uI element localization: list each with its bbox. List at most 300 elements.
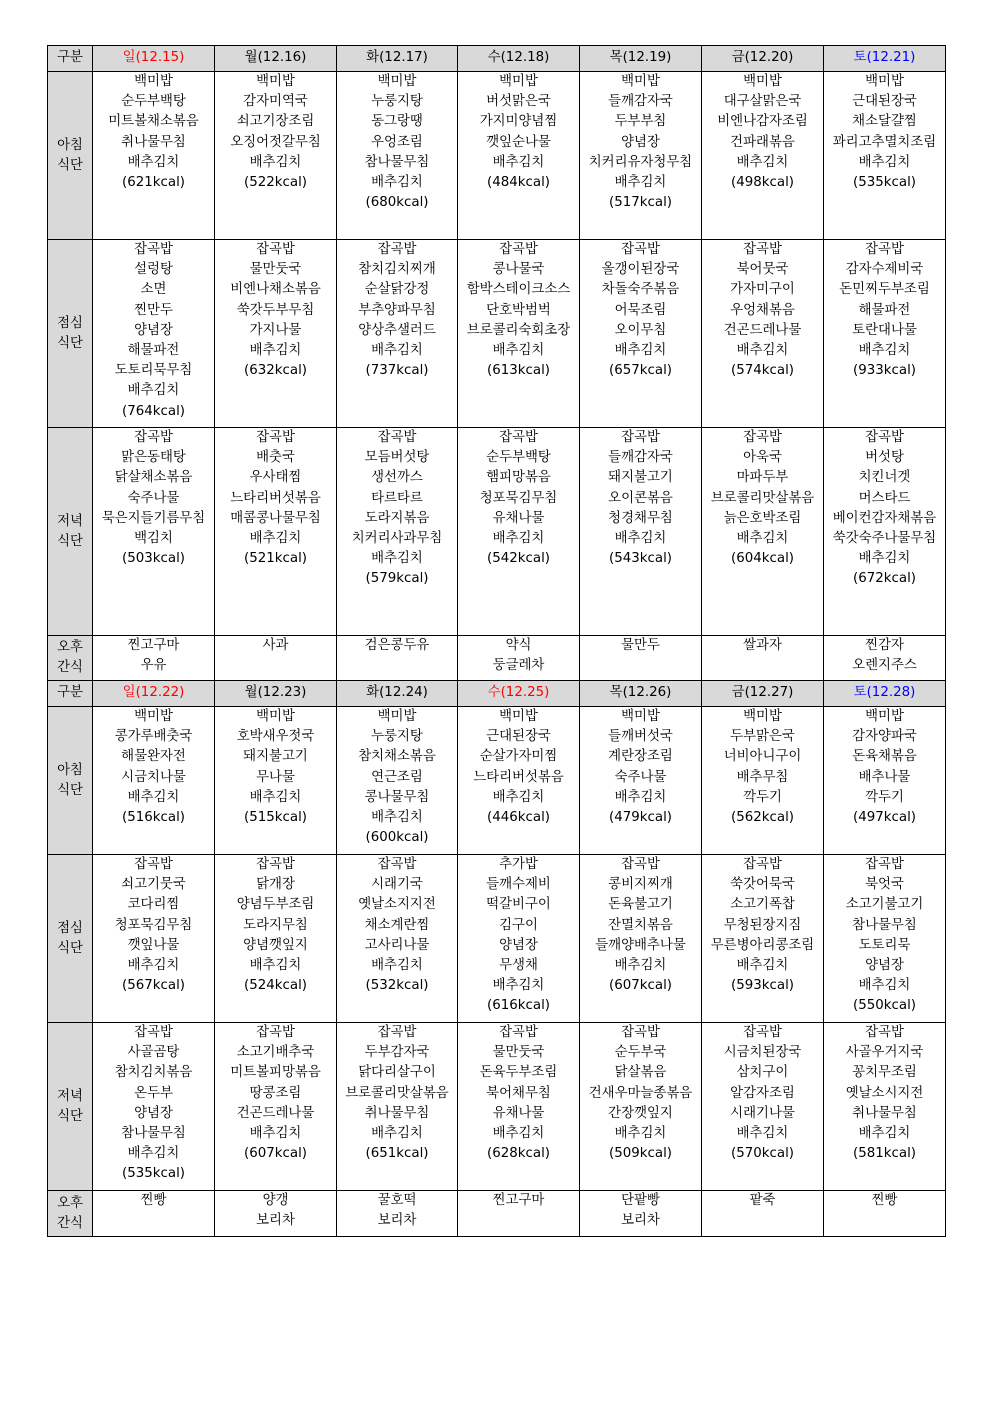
menu-item: 두부맑은국 <box>730 729 795 745</box>
menu-item: 소고기불고기 <box>845 897 924 913</box>
menu-item: 두부감자국 <box>364 1045 430 1061</box>
menu-item: 배추김치 <box>492 789 545 805</box>
menu-item: 배추김치 <box>249 343 302 359</box>
menu-item: 백미밥 <box>621 74 660 89</box>
menu-item: 배추김치 <box>858 551 911 567</box>
menu-item: 가지미양념찜 <box>479 114 558 130</box>
menu-item: 비엔나채소볶음 <box>230 282 321 298</box>
menu-cell <box>580 636 702 681</box>
menu-cell <box>458 428 580 636</box>
menu-item: 북엇국 <box>865 877 904 893</box>
menu-item: 백미밥 <box>865 709 904 724</box>
menu-cell <box>580 1191 702 1237</box>
menu-cell <box>824 72 946 240</box>
menu-cell <box>702 1191 824 1237</box>
menu-item: 양갱 <box>262 1193 289 1208</box>
menu-item: (579kcal) <box>365 571 429 587</box>
menu-item: 백미밥 <box>377 74 417 89</box>
menu-item: (498kcal) <box>730 175 795 191</box>
menu-item: 보리차 <box>256 1213 295 1229</box>
menu-item: 순살닭강정 <box>364 282 430 298</box>
menu-item: 가자미구이 <box>730 282 795 298</box>
menu-cell <box>458 707 580 855</box>
menu-cell <box>458 855 580 1023</box>
menu-cell <box>458 1191 580 1237</box>
menu-item: 배춧국 <box>256 450 295 466</box>
menu-item: 배추김치 <box>371 175 423 191</box>
menu-item: 잡곡밥 <box>377 430 417 445</box>
menu-item: 부추양파무침 <box>358 302 436 318</box>
menu-cell <box>93 1023 215 1191</box>
menu-item: (542kcal) <box>486 551 551 567</box>
menu-item: (532kcal) <box>365 978 429 994</box>
menu-cell <box>215 636 337 681</box>
menu-item: (933kcal) <box>852 363 917 379</box>
menu-item: 양상추샐러드 <box>358 322 436 338</box>
menu-item: 양념장 <box>134 322 173 338</box>
menu-item: 물만둣국 <box>492 1045 545 1061</box>
menu-item: 잡곡밥 <box>134 1025 173 1040</box>
menu-item: (680kcal) <box>365 195 429 211</box>
menu-item: (515kcal) <box>243 810 308 826</box>
menu-item: (613kcal) <box>486 363 551 379</box>
menu-item: 배추무침 <box>736 769 789 785</box>
menu-item: 잡곡밥 <box>377 242 417 257</box>
menu-item: 오징어젓갈무침 <box>230 134 321 150</box>
menu-item: 맑은동태탕 <box>121 450 186 466</box>
menu-item: 숙주나물 <box>127 490 180 506</box>
menu-item: 취나물무침 <box>852 1105 917 1121</box>
menu-item: 잡곡밥 <box>621 857 660 872</box>
day-header: 화(12.24) <box>337 681 458 707</box>
menu-cell <box>337 1023 458 1191</box>
menu-item: 참나물무침 <box>364 154 430 170</box>
menu-item: 꿀호떡 <box>377 1193 417 1208</box>
menu-item: 해물파전 <box>127 343 180 359</box>
menu-item: 사골우거지국 <box>845 1045 924 1061</box>
menu-item: 잡곡밥 <box>499 430 538 445</box>
menu-item: 채소달걀찜 <box>852 114 917 130</box>
menu-cell <box>824 428 946 636</box>
menu-item: 소면 <box>140 282 167 298</box>
menu-cell <box>824 855 946 1023</box>
menu-item: 참치김치찌개 <box>358 262 436 278</box>
menu-item: 순살가자미찜 <box>479 749 558 765</box>
menu-cell <box>215 707 337 855</box>
menu-item: 감자수제비국 <box>845 262 924 278</box>
day-header: 일(12.22) <box>93 681 215 707</box>
menu-item: 꽈리고추멸치조림 <box>832 134 937 150</box>
day-header: 화(12.17) <box>337 46 458 72</box>
menu-cell <box>337 428 458 636</box>
menu-item: (574kcal) <box>730 363 795 379</box>
menu-item: (479kcal) <box>608 810 673 826</box>
menu-item: 백미밥 <box>499 74 538 89</box>
menu-cell <box>458 72 580 240</box>
menu-item: (651kcal) <box>365 1146 429 1162</box>
menu-cell <box>824 707 946 855</box>
menu-item: 닭개장 <box>256 877 295 893</box>
menu-cell <box>824 636 946 681</box>
menu-item: 배추김치 <box>249 1126 302 1142</box>
menu-item: 돈육두부조림 <box>479 1065 558 1081</box>
menu-item: 잡곡밥 <box>865 430 904 445</box>
menu-item: 누룽지탕 <box>371 729 423 745</box>
meal-row <box>48 72 946 240</box>
menu-item: 들깨양배추나물 <box>595 937 686 953</box>
menu-item: 머스타드 <box>858 490 911 506</box>
menu-item: 온두부 <box>134 1085 173 1101</box>
menu-item: 백미밥 <box>621 709 660 724</box>
menu-item: 찐감자 <box>865 638 904 653</box>
menu-item: 백미밥 <box>134 709 173 724</box>
menu-item: 들깨수제비 <box>486 877 551 893</box>
menu-item: 배추김치 <box>614 343 667 359</box>
menu-cell <box>824 240 946 428</box>
menu-item: 백미밥 <box>256 74 295 89</box>
menu-cell <box>337 72 458 240</box>
menu-item: 팥죽 <box>749 1193 776 1208</box>
menu-item: 소고기폭찹 <box>730 897 795 913</box>
menu-item: 백미밥 <box>134 74 173 89</box>
menu-cell <box>337 707 458 855</box>
menu-item: 북어채무침 <box>486 1085 551 1101</box>
menu-item: 찐만두 <box>134 302 173 318</box>
menu-item: (509kcal) <box>608 1146 673 1162</box>
menu-item: 알감자조림 <box>730 1085 795 1101</box>
menu-item: 물만두 <box>621 638 660 653</box>
menu-item: 잡곡밥 <box>621 430 660 445</box>
menu-item: 순두부백탕 <box>121 94 186 110</box>
menu-item: 백미밥 <box>499 709 538 724</box>
menu-cell <box>458 240 580 428</box>
menu-item: 참나물무침 <box>121 1126 186 1142</box>
menu-item: 시금치된장국 <box>723 1045 802 1061</box>
meal-row <box>48 1191 946 1237</box>
menu-item: 배추김치 <box>736 1126 789 1142</box>
menu-item: (524kcal) <box>243 978 308 994</box>
meal-plan-table <box>47 45 946 1237</box>
menu-cell <box>702 636 824 681</box>
menu-item: 배추나물 <box>858 769 911 785</box>
menu-item: 배추김치 <box>858 978 911 994</box>
menu-item: 돈육채볶음 <box>852 749 917 765</box>
menu-item: 배추김치 <box>614 175 667 191</box>
menu-item: 검은콩두유 <box>364 638 430 653</box>
menu-item: 해물파전 <box>858 302 911 318</box>
menu-item: 묵은지들기름무침 <box>101 510 206 526</box>
menu-item: 시금치나물 <box>121 769 186 785</box>
menu-item: 배추김치 <box>371 958 423 974</box>
menu-cell <box>824 1023 946 1191</box>
menu-item: (521kcal) <box>243 551 308 567</box>
menu-item: (543kcal) <box>608 551 673 567</box>
menu-item: 돼지불고기 <box>608 470 673 486</box>
meal-row <box>48 707 946 855</box>
menu-item: 치커리유자청무침 <box>588 154 693 170</box>
menu-item: 배추김치 <box>858 154 911 170</box>
menu-item: (600kcal) <box>365 830 429 846</box>
menu-item: 배추김치 <box>371 1126 423 1142</box>
menu-cell <box>458 636 580 681</box>
menu-item: 배추김치 <box>858 343 911 359</box>
menu-item: 무나물 <box>256 769 295 785</box>
menu-item: 연근조림 <box>371 769 423 785</box>
menu-item: (628kcal) <box>486 1146 551 1162</box>
menu-item: 토란대나물 <box>852 322 917 338</box>
menu-item: (522kcal) <box>243 175 308 191</box>
menu-cell <box>337 636 458 681</box>
menu-item: 닭다리살구이 <box>358 1065 436 1081</box>
menu-item: 브로콜리맛살볶음 <box>710 490 815 506</box>
menu-item: 찐빵 <box>140 1193 167 1208</box>
menu-item: 근대된장국 <box>486 729 551 745</box>
menu-item: 단호박범벅 <box>486 302 551 318</box>
menu-item: (607kcal) <box>608 978 673 994</box>
menu-cell <box>702 707 824 855</box>
menu-item: 약식 <box>505 638 532 653</box>
menu-item: 잡곡밥 <box>377 857 417 872</box>
menu-item: 배추김치 <box>614 789 667 805</box>
menu-item: 우엉채볶음 <box>730 302 795 318</box>
menu-item: 잡곡밥 <box>743 430 782 445</box>
menu-item: 콩가루배춧국 <box>114 729 193 745</box>
menu-item: 타르타르 <box>371 490 423 506</box>
menu-item: 배추김치 <box>127 958 180 974</box>
menu-cell <box>215 855 337 1023</box>
menu-item: 보리차 <box>621 1213 660 1229</box>
day-header: 토(12.21) <box>824 46 946 72</box>
menu-item: 잔멸치볶음 <box>608 917 673 933</box>
menu-item: (632kcal) <box>243 363 308 379</box>
menu-item: (550kcal) <box>852 998 917 1014</box>
menu-cell <box>702 72 824 240</box>
menu-item: 백미밥 <box>743 74 782 89</box>
menu-item: 도라지무침 <box>243 917 308 933</box>
menu-item: 배추김치 <box>127 154 180 170</box>
menu-item: 추가밥 <box>499 857 538 872</box>
menu-item: 마파두부 <box>736 470 789 486</box>
menu-item: 깻잎나물 <box>127 937 180 953</box>
day-header: 수(12.18) <box>458 46 580 72</box>
menu-item: 배추김치 <box>736 154 789 170</box>
menu-cell <box>215 1191 337 1237</box>
header-row <box>48 46 946 72</box>
menu-item: (484kcal) <box>486 175 551 191</box>
menu-item: (593kcal) <box>730 978 795 994</box>
menu-cell <box>93 1191 215 1237</box>
menu-item: (657kcal) <box>608 363 673 379</box>
menu-item: 대구살맑은국 <box>723 94 802 110</box>
menu-cell <box>702 240 824 428</box>
menu-item: 햄피망볶음 <box>486 470 551 486</box>
menu-item: 누룽지탕 <box>371 94 423 110</box>
menu-cell <box>215 1023 337 1191</box>
menu-item: 사과 <box>262 638 289 653</box>
menu-item: 건곤드레나물 <box>723 322 802 338</box>
menu-item: 쑥갓두부무침 <box>236 302 315 318</box>
menu-item: 돈육불고기 <box>608 897 673 913</box>
meal-label: 오후 간식 <box>48 636 93 681</box>
menu-item: 미트볼채소볶음 <box>108 114 199 130</box>
menu-item: 깍두기 <box>865 789 904 805</box>
menu-item: (581kcal) <box>852 1146 917 1162</box>
menu-item: 꽁치무조림 <box>852 1065 917 1081</box>
meal-label: 오후 간식 <box>48 1191 93 1237</box>
meal-row <box>48 428 946 636</box>
menu-cell <box>337 240 458 428</box>
menu-item: 찐고구마 <box>492 1193 545 1208</box>
menu-item: 브로콜리맛살볶음 <box>345 1085 449 1101</box>
menu-cell <box>702 1023 824 1191</box>
menu-item: 양념깻잎지 <box>243 937 308 953</box>
day-header: 월(12.23) <box>215 681 337 707</box>
menu-item: 매콤콩나물무침 <box>230 510 321 526</box>
menu-item: 배추김치 <box>736 531 789 547</box>
menu-cell <box>702 428 824 636</box>
meal-row <box>48 636 946 681</box>
menu-item: 배추김치 <box>614 1126 667 1142</box>
menu-item: (517kcal) <box>608 195 673 211</box>
menu-item: 들깨버섯국 <box>608 729 673 745</box>
menu-item: 배추김치 <box>492 1126 545 1142</box>
menu-item: (621kcal) <box>121 175 186 191</box>
menu-item: 둥글레차 <box>492 658 545 674</box>
menu-item: 설렁탕 <box>134 262 173 278</box>
meal-label: 저녁 식단 <box>48 428 93 636</box>
menu-cell <box>93 240 215 428</box>
menu-item: 숙주나물 <box>614 769 667 785</box>
menu-item: (503kcal) <box>121 551 186 567</box>
menu-cell <box>702 855 824 1023</box>
menu-item: 떡갈비구이 <box>486 897 551 913</box>
menu-item: 아욱국 <box>743 450 782 466</box>
menu-item: 배추김치 <box>492 531 545 547</box>
menu-item: (562kcal) <box>730 810 795 826</box>
menu-item: 청경채무침 <box>608 510 673 526</box>
menu-item: 배추김치 <box>736 343 789 359</box>
menu-item: 잡곡밥 <box>256 1025 295 1040</box>
menu-item: 오렌지주스 <box>852 658 917 674</box>
menu-item: 배추김치 <box>614 531 667 547</box>
menu-item: 백미밥 <box>256 709 295 724</box>
menu-item: 돈민찌두부조림 <box>839 282 930 298</box>
menu-item: (535kcal) <box>121 1166 186 1182</box>
menu-item: 콩비지찌개 <box>608 877 673 893</box>
menu-item: 쌀과자 <box>743 638 782 653</box>
menu-item: (516kcal) <box>121 810 186 826</box>
menu-cell <box>337 855 458 1023</box>
menu-item: 사골곰탕 <box>127 1045 180 1061</box>
menu-item: 삼치구이 <box>736 1065 789 1081</box>
menu-cell <box>458 1023 580 1191</box>
menu-item: 보리차 <box>377 1213 417 1229</box>
menu-item: 시래기국 <box>371 877 423 893</box>
menu-item: 잡곡밥 <box>377 1025 417 1040</box>
menu-item: 우엉조림 <box>371 134 423 150</box>
menu-item: 백미밥 <box>743 709 782 724</box>
menu-item: (567kcal) <box>121 978 186 994</box>
menu-item: 들깨감자국 <box>608 94 673 110</box>
header-row <box>48 681 946 707</box>
menu-item: 잡곡밥 <box>743 857 782 872</box>
menu-item: 옛날소시지전 <box>845 1085 924 1101</box>
menu-item: 잡곡밥 <box>865 857 904 872</box>
menu-item: 무생채 <box>499 958 538 974</box>
menu-cell <box>93 636 215 681</box>
menu-item: 콩나물국 <box>492 262 545 278</box>
menu-cell <box>580 72 702 240</box>
menu-item: 소고기배추국 <box>236 1045 315 1061</box>
menu-item: 늙은호박조림 <box>723 510 802 526</box>
day-header: 토(12.28) <box>824 681 946 707</box>
menu-item: 양념두부조림 <box>236 897 315 913</box>
menu-item: 배추김치 <box>249 958 302 974</box>
menu-cell <box>824 1191 946 1237</box>
menu-item: 생선까스 <box>371 470 423 486</box>
menu-item: 물만둣국 <box>249 262 302 278</box>
menu-item: 옛날소지지전 <box>358 897 436 913</box>
menu-item: 너비아니구이 <box>723 749 802 765</box>
meal-label: 점심 식단 <box>48 855 93 1023</box>
menu-item: 잡곡밥 <box>256 430 295 445</box>
menu-item: 들깨감자국 <box>608 450 673 466</box>
menu-cell <box>215 240 337 428</box>
menu-item: 간장깻잎지 <box>608 1105 673 1121</box>
menu-item: (570kcal) <box>730 1146 795 1162</box>
menu-item: 감자미역국 <box>243 94 308 110</box>
menu-item: 느타리버섯볶음 <box>230 490 321 506</box>
menu-item: 치킨너겟 <box>858 470 911 486</box>
menu-item: (604kcal) <box>730 551 795 567</box>
menu-cell <box>337 1191 458 1237</box>
menu-item: 잡곡밥 <box>621 242 660 257</box>
menu-item: (535kcal) <box>852 175 917 191</box>
menu-item: 배추김치 <box>371 343 423 359</box>
menu-item: 모듬버섯탕 <box>364 450 430 466</box>
menu-item: 잡곡밥 <box>134 857 173 872</box>
day-header: 월(12.16) <box>215 46 337 72</box>
menu-item: 올갱이된장국 <box>601 262 680 278</box>
menu-item: 건새우마늘종볶음 <box>588 1085 693 1101</box>
menu-item: 버섯맑은국 <box>486 94 551 110</box>
menu-cell <box>93 855 215 1023</box>
menu-item: 잡곡밥 <box>743 242 782 257</box>
menu-item: 순두부백탕 <box>486 450 551 466</box>
menu-item: 깍두기 <box>743 789 782 805</box>
header-label: 구분 <box>48 681 93 707</box>
day-header: 금(12.27) <box>702 681 824 707</box>
menu-item: 도토리묵 <box>858 937 911 953</box>
menu-item: 가지나물 <box>249 322 302 338</box>
menu-item: 쇠고기뭇국 <box>121 877 186 893</box>
menu-item: 잡곡밥 <box>134 242 173 257</box>
menu-item: 쑥갓숙주나물무침 <box>832 531 937 547</box>
meal-label: 점심 식단 <box>48 240 93 428</box>
menu-item: 양념장 <box>499 937 538 953</box>
meal-label: 아침 식단 <box>48 72 93 240</box>
menu-cell <box>580 855 702 1023</box>
menu-item: 김구이 <box>499 917 538 933</box>
menu-item: 배추김치 <box>249 789 302 805</box>
menu-item: 잡곡밥 <box>134 430 173 445</box>
menu-item: 청포묵김무침 <box>114 917 193 933</box>
menu-item: 어묵조림 <box>614 302 667 318</box>
menu-item: (764kcal) <box>121 403 186 419</box>
menu-item: 잡곡밥 <box>865 242 904 257</box>
menu-item: 차돌숙주볶음 <box>601 282 680 298</box>
menu-item: 양념장 <box>865 958 904 974</box>
